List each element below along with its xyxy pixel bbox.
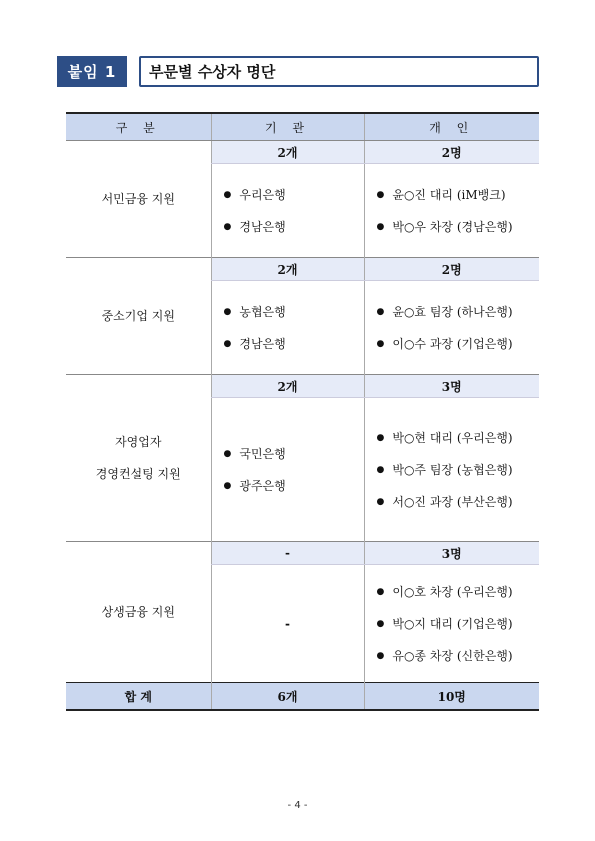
bullet-icon: ● <box>376 221 385 232</box>
total-orgs: 6개 <box>211 683 364 711</box>
category-label: 서민금융 지원 <box>66 141 211 258</box>
person-list <box>364 398 539 542</box>
org-list <box>211 164 364 258</box>
person-list <box>364 565 539 683</box>
table-row <box>66 258 539 281</box>
list-item: ● 농협은행 <box>223 305 286 319</box>
bullet-icon: ● <box>223 480 232 491</box>
list-item: ● 이○호 차장 (우리은행) <box>376 585 513 599</box>
category-label: 자영업자 경영컨설팅 지원 <box>66 375 211 542</box>
bullet-icon: ● <box>376 496 385 507</box>
list-item: ● 박○지 대리 (기업은행) <box>376 617 513 631</box>
category-label: 상생금융 지원 <box>66 542 211 683</box>
bullet-icon: ● <box>223 448 232 459</box>
person-count: 2명 <box>364 141 539 164</box>
person-count: 3명 <box>364 375 539 398</box>
list-item: ● 우리은행 <box>223 188 286 202</box>
attachment-badge: 붙임 1 <box>57 56 127 87</box>
person-list <box>364 164 539 258</box>
section-header <box>57 56 539 87</box>
total-persons: 10명 <box>364 683 539 711</box>
org-count: - <box>211 542 364 565</box>
bullet-icon: ● <box>223 338 232 349</box>
list-item: ● 경남은행 <box>223 220 286 234</box>
org-count: 2개 <box>211 258 364 281</box>
bullet-icon: ● <box>376 189 385 200</box>
list-item: ● 박○주 팀장 (농협은행) <box>376 463 513 477</box>
list-item: ● 국민은행 <box>223 447 286 461</box>
bullet-icon: ● <box>223 189 232 200</box>
org-placeholder: - <box>211 565 364 683</box>
column-header-individual: 개 인 <box>364 113 539 141</box>
bullet-icon: ● <box>223 306 232 317</box>
bullet-icon: ● <box>223 221 232 232</box>
org-list <box>211 398 364 542</box>
bullet-icon: ● <box>376 338 385 349</box>
org-count: 2개 <box>211 141 364 164</box>
awardee-table <box>66 112 539 711</box>
list-item: ● 광주은행 <box>223 479 286 493</box>
org-list <box>211 281 364 375</box>
person-list <box>364 281 539 375</box>
list-item: ● 경남은행 <box>223 337 286 351</box>
category-label: 중소기업 지원 <box>66 258 211 375</box>
table-row <box>66 542 539 565</box>
list-item: ● 박○우 차장 (경남은행) <box>376 220 513 234</box>
list-item: ● 윤○효 팀장 (하나은행) <box>376 305 513 319</box>
bullet-icon: ● <box>376 618 385 629</box>
table-header-row <box>66 113 539 141</box>
org-count: 2개 <box>211 375 364 398</box>
bullet-icon: ● <box>376 464 385 475</box>
list-item: ● 이○수 과장 (기업은행) <box>376 337 513 351</box>
table-row <box>66 141 539 164</box>
bullet-icon: ● <box>376 650 385 661</box>
column-header-category: 구 분 <box>66 113 211 141</box>
total-row <box>66 683 539 711</box>
list-item: ● 유○종 차장 (신한은행) <box>376 649 513 663</box>
total-label: 합 계 <box>66 683 211 711</box>
bullet-icon: ● <box>376 586 385 597</box>
bullet-icon: ● <box>376 306 385 317</box>
list-item: ● 윤○진 대리 (iM뱅크) <box>376 188 506 202</box>
bullet-icon: ● <box>376 432 385 443</box>
person-count: 2명 <box>364 258 539 281</box>
list-item: ● 박○현 대리 (우리은행) <box>376 431 513 445</box>
page-number: - 4 - <box>287 800 308 811</box>
column-header-organization: 기 관 <box>211 113 364 141</box>
person-count: 3명 <box>364 542 539 565</box>
list-item: ● 서○진 과장 (부산은행) <box>376 495 513 509</box>
section-title: 부문별 수상자 명단 <box>139 56 539 87</box>
table-row <box>66 375 539 398</box>
